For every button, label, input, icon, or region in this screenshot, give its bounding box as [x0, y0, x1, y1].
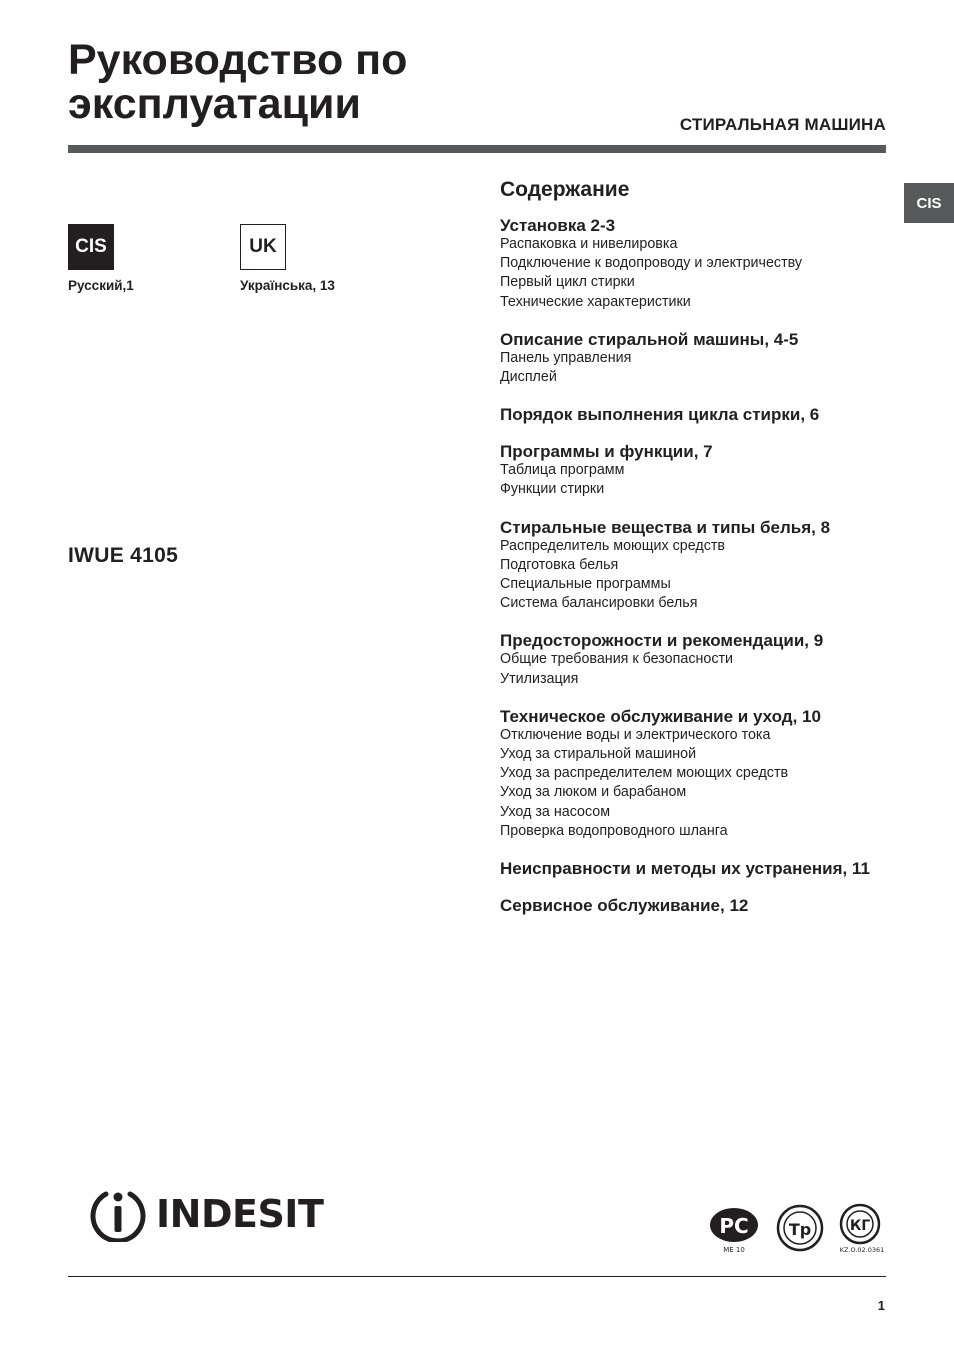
toc-subsection[interactable]: Подготовка белья	[500, 556, 619, 573]
toc-section	[500, 707, 890, 841]
eac-sertif-mark-icon	[778, 1206, 822, 1250]
certification-marks	[708, 1200, 890, 1260]
footer-divider	[68, 1276, 886, 1277]
toc-subsection[interactable]: Распределитель моющих средств	[500, 537, 726, 554]
toc-section-title[interactable]: Предосторожности и рекомендации, 9	[500, 631, 824, 651]
svg-text:РС: РС	[719, 1214, 749, 1238]
toc-section	[500, 405, 890, 424]
product-type: СТИРАЛЬНАЯ МАШИНА	[679, 115, 886, 134]
language-cis[interactable]	[68, 224, 134, 293]
toc-section-title[interactable]: Установка 2-3	[500, 216, 616, 235]
toc-subsection[interactable]: Отключение воды и электрического тока	[500, 726, 771, 743]
toc-section-title[interactable]: Стиральные вещества и типы белья, 8	[500, 517, 831, 537]
toc-subsection[interactable]: Уход за насосом	[500, 803, 611, 820]
language-caption: Русский,1	[68, 278, 134, 293]
page-number: 1	[877, 1298, 885, 1313]
toc-subsection[interactable]: Специальные программы	[500, 576, 671, 593]
toc-subsection[interactable]: Дисплей	[500, 369, 557, 386]
language-caption: Українська, 13	[240, 278, 335, 293]
toc-subsection[interactable]: Панель управления	[500, 349, 632, 366]
pct-mark-icon	[710, 1208, 758, 1254]
toc-section-title[interactable]: Техническое обслуживание и уход, 10	[500, 706, 821, 726]
table-of-contents	[500, 178, 890, 933]
toc-subsection[interactable]: Утилизация	[500, 670, 579, 687]
toc-sections	[500, 216, 890, 915]
svg-text:КΓ: КΓ	[849, 1218, 871, 1234]
language-code-badge: CIS	[68, 224, 114, 270]
toc-section	[500, 518, 890, 614]
toc-subsection[interactable]: Таблица программ	[500, 462, 625, 479]
title-line-2: эксплуатации	[68, 80, 361, 128]
toc-subsection[interactable]: Первый цикл стирки	[500, 274, 635, 291]
cert-label-1: ME 10	[723, 1246, 745, 1254]
toc-subsection[interactable]: Распаковка и нивелировка	[500, 236, 678, 252]
toc-subsection[interactable]: Технические характеристики	[500, 293, 691, 310]
toc-section-title[interactable]: Неисправности и методы их устранения, 11	[500, 859, 870, 879]
toc-section	[500, 216, 890, 312]
document-title	[68, 38, 407, 126]
brand-wordmark: INDESIT	[156, 1192, 324, 1236]
toc-section-title[interactable]: Программы и функции, 7	[500, 442, 713, 462]
toc-section-title[interactable]: Описание стиральной машины, 4-5	[500, 329, 799, 349]
title-line-1: Руководство по	[68, 36, 408, 84]
language-code-badge: UK	[240, 224, 286, 270]
toc-subsection[interactable]: Система балансировки белья	[500, 595, 698, 612]
toc-section	[500, 631, 890, 688]
toc-subsection[interactable]: Функции стирки	[500, 481, 605, 498]
toc-section	[500, 896, 890, 915]
toc-subsection[interactable]: Подключение к водопроводу и электричеству	[500, 255, 803, 272]
toc-subsection[interactable]: Уход за распределителем моющих средств	[500, 765, 789, 782]
kz-mark-icon	[840, 1205, 885, 1254]
indesit-logo	[86, 1186, 326, 1242]
toc-subsection[interactable]: Общие требования к безопасности	[500, 651, 734, 668]
cert-label-2: KZ.O.02.0361	[839, 1246, 885, 1254]
toc-heading: Содержание	[500, 178, 630, 201]
svg-text:Тр: Тр	[788, 1220, 812, 1239]
toc-section-title[interactable]: Сервисное обслуживание, 12	[500, 896, 749, 916]
toc-subsection[interactable]: Уход за люком и барабаном	[500, 784, 687, 801]
toc-section	[500, 442, 890, 499]
toc-section-title[interactable]: Порядок выполнения цикла стирки, 6	[500, 405, 820, 425]
toc-subsection[interactable]: Уход за стиральной машиной	[500, 746, 697, 763]
toc-section	[500, 859, 890, 878]
toc-section	[500, 330, 890, 387]
indesit-logo-icon	[86, 1186, 150, 1242]
model-number: IWUE 4105	[68, 544, 179, 567]
header-divider	[68, 145, 886, 153]
language-side-tab: CIS	[904, 183, 954, 223]
toc-subsection[interactable]: Проверка водопроводного шланга	[500, 822, 728, 839]
language-uk[interactable]	[240, 224, 335, 293]
